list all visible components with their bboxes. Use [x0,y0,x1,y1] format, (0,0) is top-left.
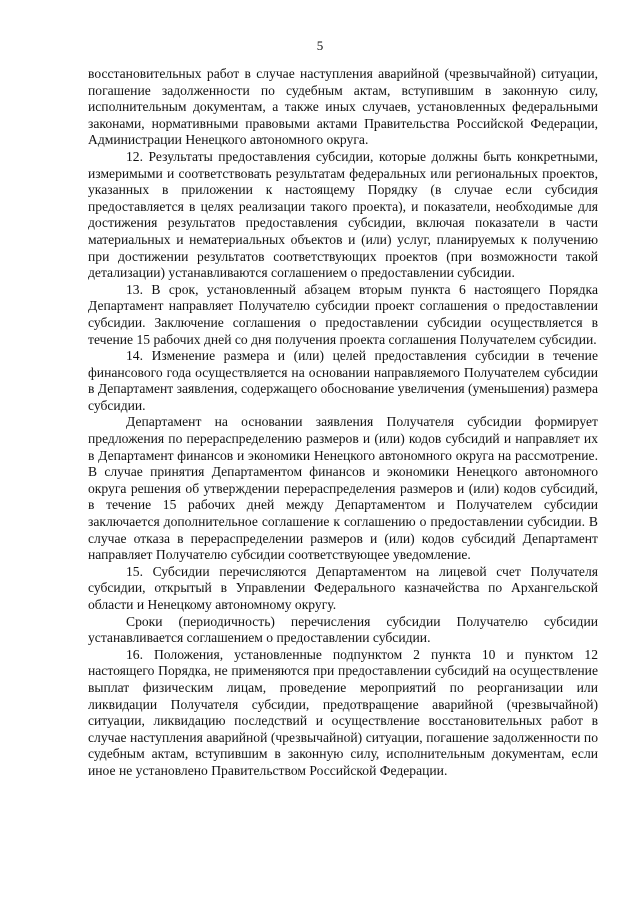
paragraph-item-16: 16. Положения, установленные подпунктом 2 пункта 10 и пунктом 12 настоящего Порядка, не применяются при предоставлении субсидий на осуществление выплат физическим лицам, проведение мероприятий по реорганизации или ликвидации Получателя субсидии, предотвращение аварийной (чрезвычайной) ситуации, ликвидацию последствий и осуществление восстановительных работ в случае наступления аварийной (чрезвычайной) ситуации, погашение задолженности по судебным актам, вступившим в законную силу, исполнительным документам, если иное не установлено Правительством Российской Федерации. [88,646,598,778]
paragraph-item-12: 12. Результаты предоставления субсидии, которые должны быть конкретными, измеримыми и соответствовать результатам федеральных или региональных проектов, указанных в приложении к настоящему Порядку (в случае если субсидия предоставляется в целях реализации такого проекта), и показатели, необходимые для достижения результатов предоставления субсидии, включая показатели в части материальных и нематериальных объектов и (или) услуг, планируемых к получению при достижении результатов соответствующих проектов (при возможности такой детализации) устанавливаются соглашением о предоставлении субсидии. [88,148,598,281]
paragraph-item-15-terms: Сроки (периодичность) перечисления субсидии Получателю субсидии устанавливается соглашением о предоставлении субсидии. [88,613,598,646]
paragraph-continuation: восстановительных работ в случае наступления аварийной (чрезвычайной) ситуации, погашение задолженности по судебным актам, вступившим в законную силу, исполнительным документам, а также иных случаев, установленных федеральными законами, нормативными правовыми актами Правительства Российской Федерации, Администрации Ненецкого автономного округа. [88,66,598,148]
document-body [88,66,598,780]
paragraph-item-13: 13. В срок, установленный абзацем вторым пункта 6 настоящего Порядка Департамент направляет Получателю субсидии проект соглашения о предоставлении субсидии. Заключение соглашения о предоставлении субсидии осуществляется в течение 15 рабочих дней со дня получения проекта соглашения Получателем субсидии. [88,281,598,347]
paragraph-item-14: 14. Изменение размера и (или) целей предоставления субсидии в течение финансового года осуществляется на основании направляемого Получателем субсидии в Департамент заявления, содержащего обоснование увеличения (уменьшения) размера субсидии. [88,348,598,413]
paragraph-item-15: 15. Субсидии перечисляются Департаментом на лицевой счет Получателя субсидии, открытый в Управлении Федерального казначейства по Архангельской области и Ненецкому автономному округу. [88,563,598,612]
page-number: 5 [316,38,324,53]
paragraph-item-14-department: Департамент на основании заявления Получателя субсидии формирует предложения по перераспределению размеров и (или) кодов субсидий и направляет их в Департамент финансов и экономики Ненецкого автономного округа на рассмотрение. В случае принятия Департаментом финансов и экономики Ненецкого автономного округа решения об утверждении перераспределения размеров и (или) кодов субсидий, в течение 15 рабочих дней между Департаментом и Получателем субсидии заключается дополнительное соглашение к соглашению о предоставлении субсидии. В случае отказа в перераспределении размеров и (или) кодов субсидий Департамент направляет Получателю субсидии соответствующее уведомление. [88,414,598,563]
